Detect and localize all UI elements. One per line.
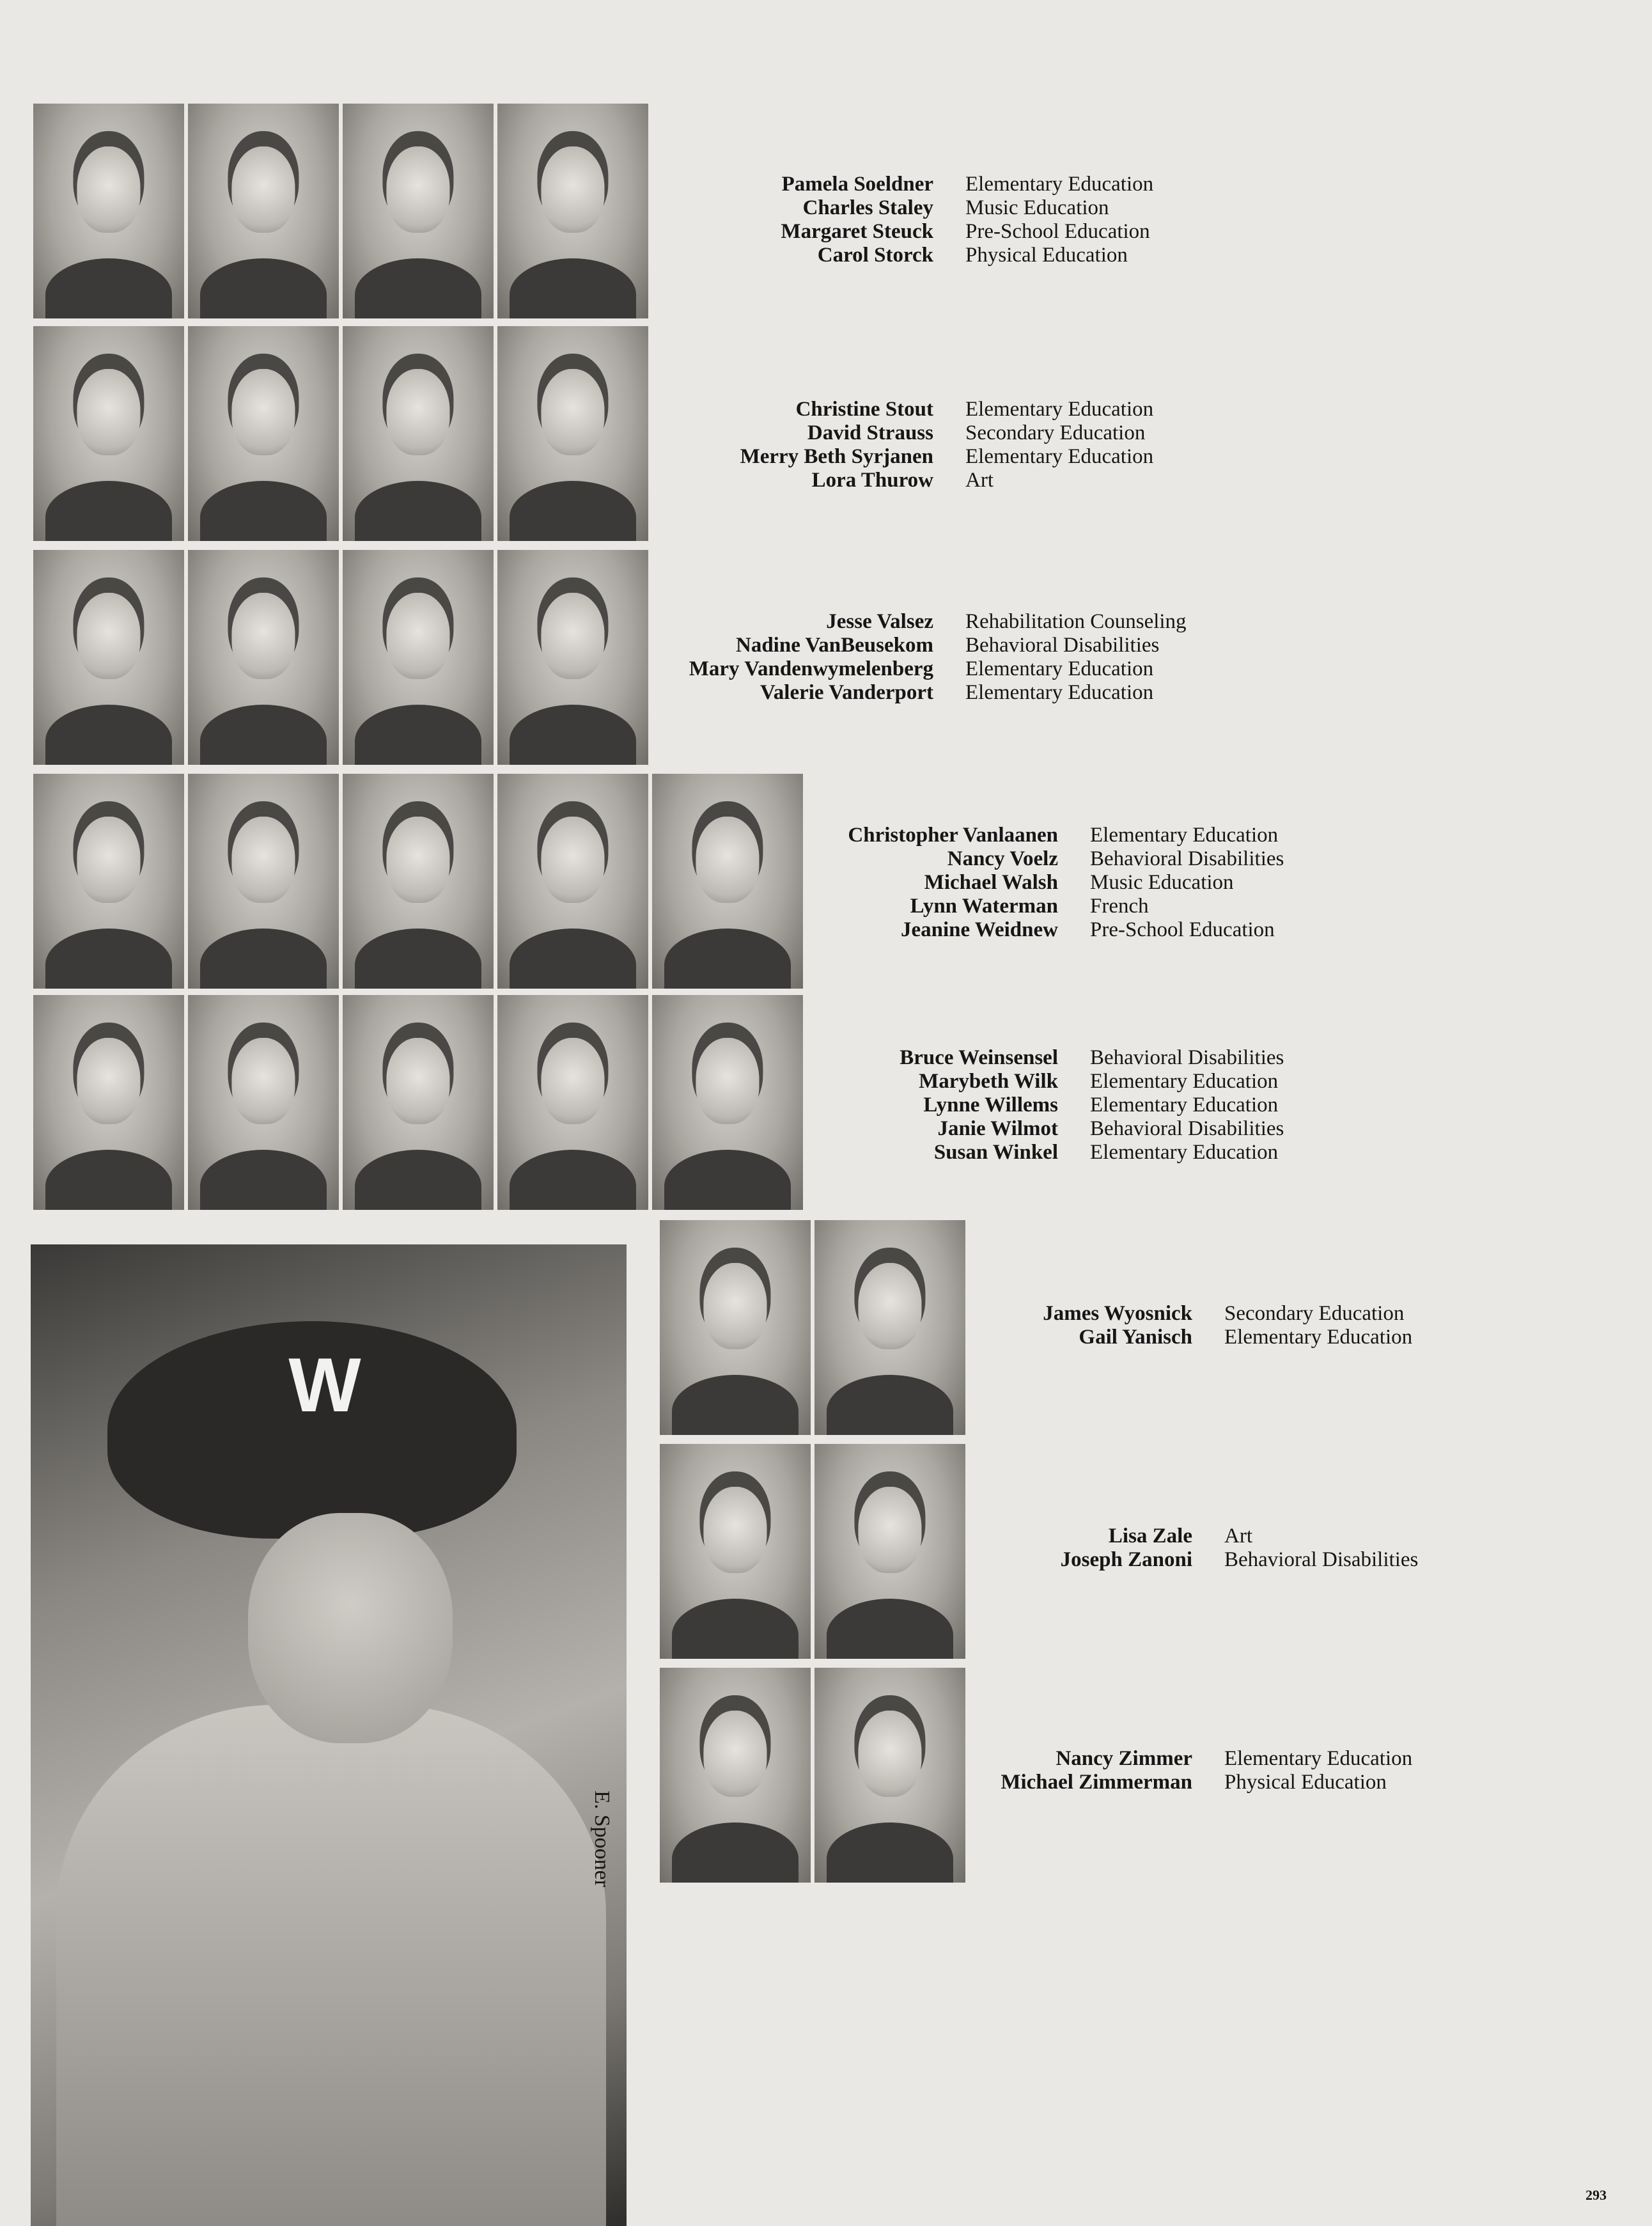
student-name: Bruce Weinsensel	[900, 1046, 1058, 1069]
portrait-shoulders	[355, 1150, 481, 1210]
portrait-head	[77, 817, 140, 902]
portrait-head	[703, 1487, 767, 1572]
student-major: Secondary Education	[1224, 1302, 1405, 1325]
names-group-8	[991, 1747, 1412, 1794]
portrait-shoulders	[45, 481, 172, 541]
student-major: Elementary Education	[1224, 1326, 1413, 1349]
student-name: Jesse Valsez	[826, 610, 933, 633]
portrait-head	[858, 1487, 921, 1572]
portrait-head	[386, 817, 449, 902]
student-name: Janie Wilmot	[937, 1117, 1058, 1140]
portrait-shoulders	[45, 929, 172, 989]
page-number: 293	[1586, 2187, 1607, 2203]
portrait-photo	[33, 774, 184, 989]
portrait-photo	[188, 104, 339, 318]
portrait-photo	[188, 550, 339, 765]
names-group-2	[639, 398, 1153, 492]
portrait-row-7	[660, 1444, 965, 1659]
student-major: Elementary Education	[965, 681, 1154, 704]
names-group-1	[639, 173, 1153, 267]
portrait-row-8	[660, 1668, 965, 1883]
jacket	[56, 1705, 606, 2226]
portrait-shoulders	[200, 1150, 327, 1210]
portrait-photo	[188, 774, 339, 989]
student-major: Elementary Education	[965, 445, 1154, 468]
portrait-row-1	[33, 104, 648, 318]
student-name: Christine Stout	[795, 398, 933, 421]
portrait-photo	[497, 774, 648, 989]
portrait-head	[858, 1711, 921, 1796]
portrait-photo	[343, 326, 494, 541]
student-name: Christopher Vanlaanen	[848, 824, 1058, 847]
portrait-photo	[814, 1220, 965, 1435]
student-name: Charles Staley	[802, 196, 933, 219]
student-name: Lynn Waterman	[910, 895, 1058, 918]
portrait-shoulders	[672, 1599, 799, 1659]
portrait-shoulders	[827, 1375, 953, 1435]
hat-letter: W	[288, 1342, 361, 1428]
portrait-head	[231, 817, 295, 902]
portrait-photo	[814, 1668, 965, 1883]
names-group-3	[639, 610, 1187, 705]
portrait-photo	[660, 1444, 811, 1659]
student-name: Merry Beth Syrjanen	[740, 445, 933, 468]
student-major: Secondary Education	[965, 421, 1146, 444]
student-major: Behavioral Disabilities	[1090, 1046, 1284, 1069]
portrait-head	[77, 593, 140, 678]
portrait-head	[541, 817, 604, 902]
portrait-shoulders	[355, 929, 481, 989]
portrait-photo	[660, 1668, 811, 1883]
student-name: Margaret Steuck	[781, 220, 933, 243]
portrait-shoulders	[672, 1375, 799, 1435]
portrait-head	[231, 369, 295, 455]
student-major: Rehabilitation Counseling	[965, 610, 1187, 633]
portrait-shoulders	[355, 705, 481, 765]
portrait-photo	[33, 104, 184, 318]
face	[248, 1513, 453, 1743]
names-group-6	[991, 1302, 1412, 1349]
student-name: Lisa Zale	[1108, 1524, 1192, 1548]
portrait-head	[386, 1038, 449, 1124]
portrait-shoulders	[200, 258, 327, 318]
student-name: James Wyosnick	[1043, 1302, 1192, 1325]
portrait-shoulders	[672, 1822, 799, 1883]
names-group-4	[793, 824, 1284, 942]
portrait-shoulders	[827, 1599, 953, 1659]
portrait-photo	[814, 1444, 965, 1659]
portrait-photo	[188, 995, 339, 1210]
portrait-shoulders	[45, 1150, 172, 1210]
student-major: Elementary Education	[1090, 824, 1279, 847]
names-group-5	[793, 1046, 1284, 1164]
student-major: Elementary Education	[1224, 1747, 1413, 1770]
portrait-photo	[497, 995, 648, 1210]
student-name: Michael Zimmerman	[1001, 1771, 1192, 1794]
portrait-shoulders	[664, 929, 791, 989]
portrait-shoulders	[510, 481, 636, 541]
student-name: Michael Walsh	[924, 871, 1058, 894]
student-name: Carol Storck	[817, 244, 933, 267]
student-name: Jeanine Weidnew	[900, 918, 1058, 941]
portrait-shoulders	[510, 705, 636, 765]
portrait-shoulders	[355, 258, 481, 318]
portrait-photo	[497, 326, 648, 541]
portrait-shoulders	[664, 1150, 791, 1210]
portrait-head	[703, 1263, 767, 1349]
portrait-head	[386, 593, 449, 678]
portrait-head	[541, 369, 604, 455]
portrait-shoulders	[510, 258, 636, 318]
photo-credit: E. Spooner	[590, 1791, 614, 1888]
portrait-photo	[660, 1220, 811, 1435]
portrait-photo	[33, 326, 184, 541]
student-major: Pre-School Education	[1090, 918, 1275, 941]
student-major: Elementary Education	[965, 398, 1154, 421]
portrait-shoulders	[355, 481, 481, 541]
student-major: Behavioral Disabilities	[1090, 847, 1284, 870]
student-major: Behavioral Disabilities	[965, 634, 1160, 657]
portrait-shoulders	[45, 258, 172, 318]
portrait-photo	[33, 550, 184, 765]
portrait-shoulders	[200, 929, 327, 989]
portrait-row-2	[33, 326, 648, 541]
portrait-head	[696, 817, 759, 902]
student-name: Valerie Vanderport	[760, 681, 933, 704]
portrait-row-5	[33, 995, 803, 1210]
portrait-photo	[343, 995, 494, 1210]
portrait-shoulders	[45, 705, 172, 765]
portrait-head	[541, 593, 604, 678]
student-major: Art	[965, 469, 994, 492]
portrait-head	[696, 1038, 759, 1124]
student-major: Elementary Education	[1090, 1141, 1279, 1164]
student-major: Elementary Education	[1090, 1093, 1279, 1117]
student-name: Pamela Soeldner	[781, 173, 933, 196]
portrait-photo	[652, 995, 803, 1210]
student-major: Elementary Education	[965, 657, 1154, 680]
student-major: Elementary Education	[965, 173, 1154, 196]
student-major: Behavioral Disabilities	[1224, 1548, 1419, 1571]
student-name: Lynne Willems	[923, 1093, 1058, 1117]
portrait-photo	[343, 774, 494, 989]
portrait-photo	[497, 104, 648, 318]
student-name: David Strauss	[807, 421, 933, 444]
portrait-row-3	[33, 550, 648, 765]
portrait-head	[541, 1038, 604, 1124]
portrait-photo	[343, 550, 494, 765]
portrait-head	[386, 146, 449, 232]
student-name: Gail Yanisch	[1079, 1326, 1192, 1349]
portrait-head	[386, 369, 449, 455]
student-name: Lora Thurow	[811, 469, 933, 492]
student-major: Pre-School Education	[965, 220, 1150, 243]
portrait-shoulders	[200, 705, 327, 765]
student-major: French	[1090, 895, 1149, 918]
student-major: Music Education	[965, 196, 1109, 219]
student-name: Marybeth Wilk	[919, 1070, 1058, 1093]
portrait-head	[703, 1711, 767, 1796]
names-group-7	[991, 1524, 1418, 1572]
portrait-photo	[188, 326, 339, 541]
portrait-shoulders	[200, 481, 327, 541]
student-major: Elementary Education	[1090, 1070, 1279, 1093]
student-name: Nadine VanBeusekom	[735, 634, 933, 657]
portrait-shoulders	[510, 929, 636, 989]
portrait-head	[858, 1263, 921, 1349]
portrait-photo	[343, 104, 494, 318]
student-major: Behavioral Disabilities	[1090, 1117, 1284, 1140]
student-name: Mary Vandenwymelenberg	[689, 657, 933, 680]
student-major: Art	[1224, 1524, 1252, 1548]
student-major: Physical Education	[965, 244, 1128, 267]
student-name: Joseph Zanoni	[1060, 1548, 1192, 1571]
student-name: Susan Winkel	[933, 1141, 1058, 1164]
portrait-row-6	[660, 1220, 965, 1435]
student-name: Nancy Voelz	[947, 847, 1058, 870]
portrait-shoulders	[510, 1150, 636, 1210]
portrait-head	[77, 369, 140, 455]
portrait-head	[231, 146, 295, 232]
portrait-shoulders	[827, 1822, 953, 1883]
portrait-head	[77, 1038, 140, 1124]
portrait-head	[231, 1038, 295, 1124]
student-major: Physical Education	[1224, 1771, 1387, 1794]
portrait-photo	[497, 550, 648, 765]
portrait-head	[231, 593, 295, 678]
student-major: Music Education	[1090, 871, 1234, 894]
student-name: Nancy Zimmer	[1056, 1747, 1192, 1770]
portrait-head	[541, 146, 604, 232]
portrait-head	[77, 146, 140, 232]
portrait-photo	[33, 995, 184, 1210]
portrait-photo	[652, 774, 803, 989]
portrait-row-4	[33, 774, 803, 989]
candid-photo	[31, 1244, 627, 2226]
